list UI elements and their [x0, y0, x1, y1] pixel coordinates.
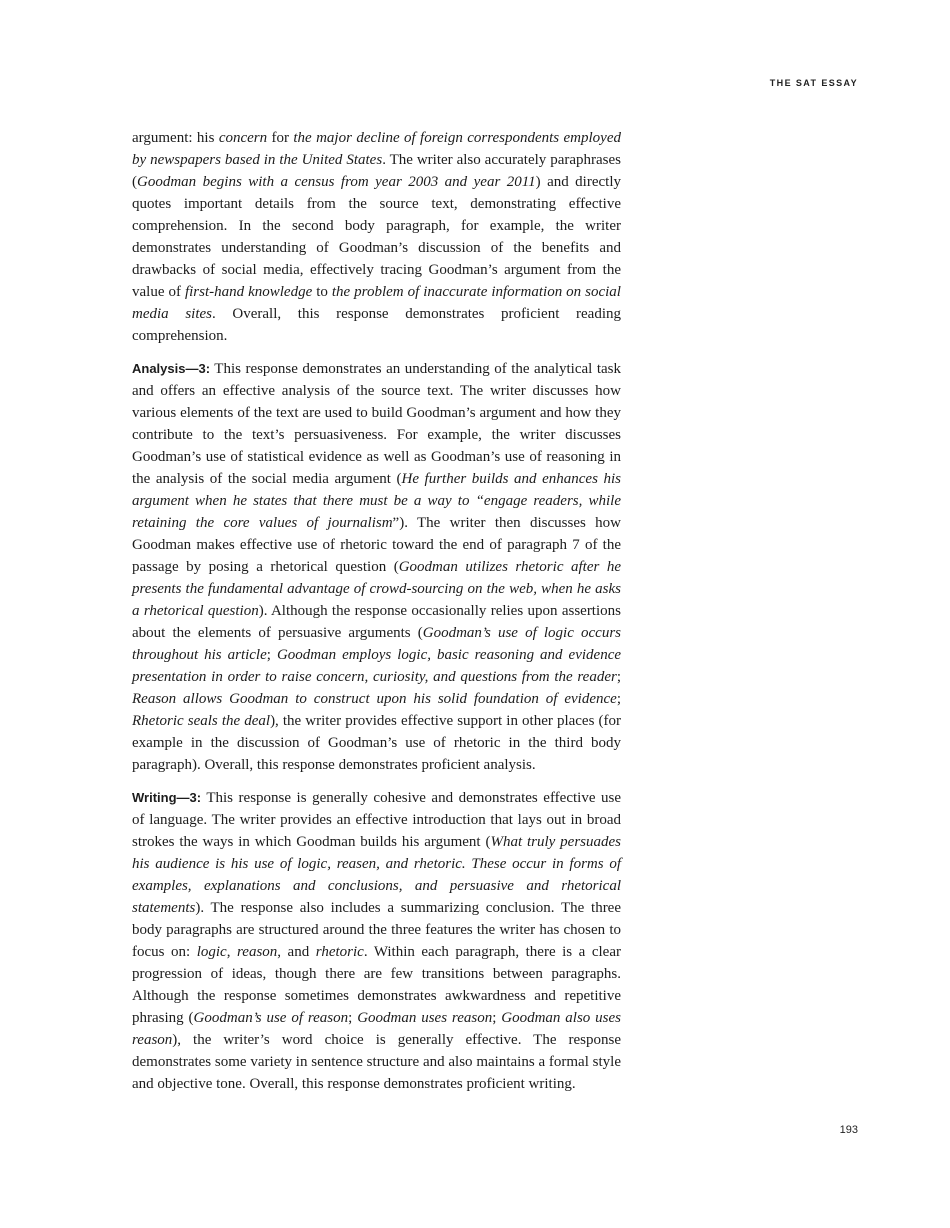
page-number: 193 — [839, 1124, 858, 1136]
body-text: argument: his — [132, 130, 219, 146]
quoted-text: reason — [237, 944, 278, 960]
body-text: This response demonstrates an understanding of the analytical task and offers an effective analysis of the source text. The writer discusses how various elements of the text are used to build Goodman’s argument and how they contribute to the text’s persuasiveness. For example, the writer discusses Goodman’s use of statistical evidence as well as Goodman’s use of reasoning in the analysis of the social media argument ( — [132, 361, 621, 487]
quoted-text: the major decline of foreign correspondents employed by newspapers based in the United States — [132, 130, 621, 168]
quoted-text: the problem of inaccurate information on social media sites — [132, 284, 621, 322]
body-text: ). The response also includes a summarizing conclusion. The three body paragraphs are structured around the three features the writer has chosen to focus on: — [132, 900, 621, 960]
running-header: THE SAT ESSAY — [769, 78, 858, 88]
quoted-text: rhetoric — [315, 944, 364, 960]
quoted-text: Goodman also uses reason — [132, 1010, 621, 1048]
score-label: Writing—3: — [132, 790, 202, 805]
body-text: . The writer also accurately paraphrases ( — [132, 152, 621, 190]
body-text: to — [312, 284, 332, 300]
quoted-text: Goodman utilizes rhetoric after he presents the fundamental advantage of crowd-sourcing on the web, when he asks a rhetorical question — [132, 559, 621, 619]
body-text: , — [226, 944, 237, 960]
quoted-text: Goodman employs logic, basic reasoning and evidence presentation in order to raise concern, curiosity, and questions from the reader — [132, 647, 622, 685]
quoted-text: Rhetoric seals the deal — [132, 713, 271, 729]
quoted-text: first-hand knowledge — [184, 284, 313, 300]
body-text: ), the writer’s word choice is generally effective. The response demonstrates some variety in sentence structure and also maintains a formal style and objective tone. Overall, this response demonstrates proficient writing. — [132, 1032, 621, 1092]
score-label: Analysis—3: — [132, 361, 211, 376]
body-text: ; — [492, 1010, 502, 1026]
body-text: . Within each paragraph, there is a clear progression of ideas, though there are few transitions between paragraphs. Although the response sometimes demonstrates awkwardness and repetitive phrasing ( — [132, 944, 621, 1026]
body-text: , and — [277, 944, 316, 960]
quoted-text: Reason allows Goodman to construct upon his solid foundation of evidence — [132, 691, 617, 707]
body-text: . Overall, this response demonstrates proficient reading comprehension. — [132, 306, 621, 344]
body-text: ), the writer provides effective support in other places (for example in the discussion of Goodman’s use of rhetoric in the third body paragraph). Overall, this response demonstrates proficient analysis. — [132, 713, 621, 773]
body-text: ) and directly quotes important details from the source text, demonstrating effective comprehension. In the second body paragraph, for example, the writer demonstrates understanding of Goodman’s discussion of the benefits and drawbacks of social media, effectively tracing Goodman’s argument from the value of — [132, 174, 621, 300]
essay-commentary — [132, 127, 621, 1106]
body-text: ; — [616, 691, 621, 707]
paragraph-analysis — [132, 358, 621, 776]
body-text: ”). The writer then discusses how Goodman makes effective use of rhetoric toward the end of paragraph 7 of the passage by posing a rhetorical question ( — [132, 515, 621, 575]
quoted-text: Goodman uses reason — [357, 1010, 493, 1026]
quoted-text: Goodman’s use of reason — [193, 1010, 349, 1026]
paragraph-continued — [132, 127, 621, 347]
body-text: ). Although the response occasionally relies upon assertions about the elements of persuasive arguments ( — [132, 603, 621, 641]
body-text: for — [267, 130, 294, 146]
body-text: ; — [266, 647, 277, 663]
quoted-text: logic — [196, 944, 227, 960]
quoted-text: concern — [218, 130, 268, 146]
body-text: ; — [616, 669, 621, 685]
body-text: ; — [348, 1010, 358, 1026]
quoted-text: He further builds and enhances his argument when he states that there must be a way to “engage readers, while retaining the core values of journalism — [132, 471, 621, 531]
quoted-text: Goodman’s use of logic occurs throughout his article — [132, 625, 621, 663]
body-text: This response is generally cohesive and demonstrates effective use of language. The writer provides an effective introduction that lays out in broad strokes the ways in which Goodman builds his argument ( — [132, 790, 621, 850]
paragraph-writing — [132, 787, 621, 1095]
quoted-text: Goodman begins with a census from year 2003 and year 2011 — [137, 174, 536, 190]
quoted-text: What truly persuades his audience is his use of logic, reasen, and rhetoric. These occur in forms of examples, explanations and conclusions, and persuasive and rhetorical statements — [132, 834, 621, 916]
